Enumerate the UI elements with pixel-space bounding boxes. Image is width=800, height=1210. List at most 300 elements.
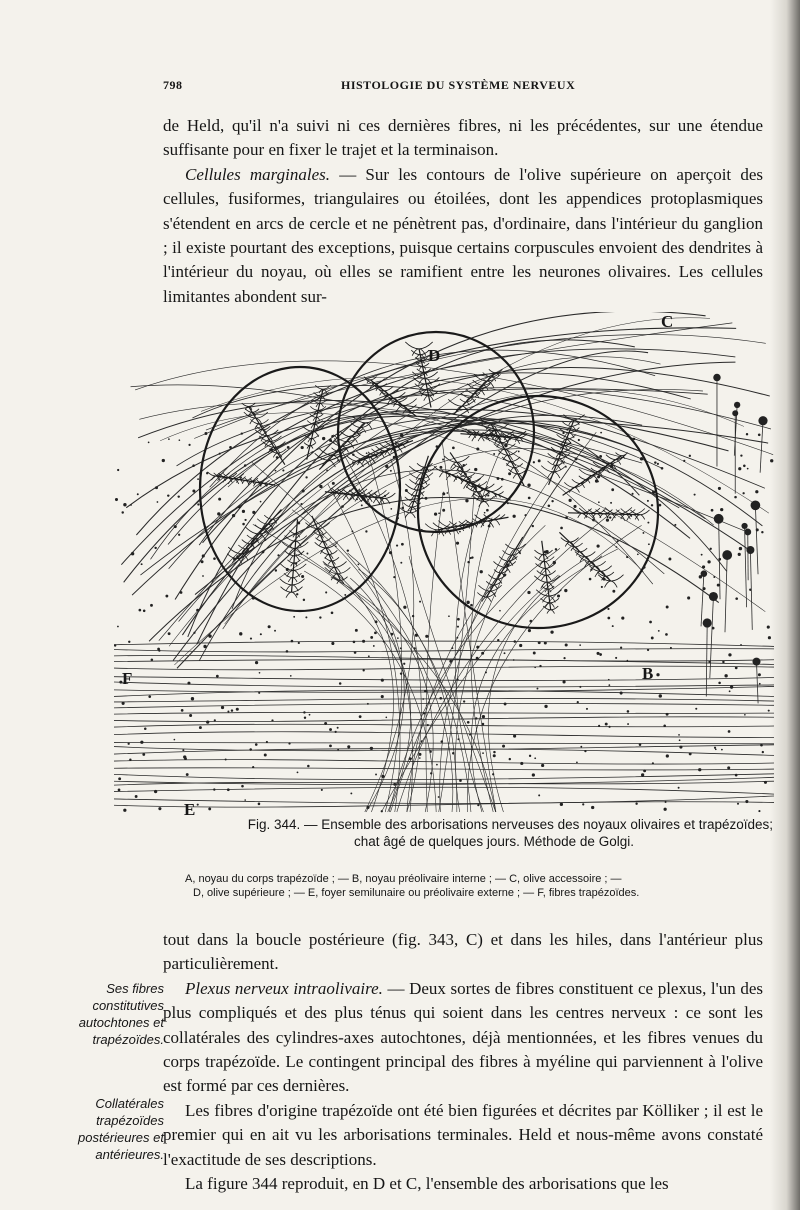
nucleus-dot [606, 519, 609, 522]
nucleus-dot [258, 692, 260, 694]
nucleus-dot [573, 505, 576, 508]
nucleus-dot [457, 738, 459, 740]
nucleus-dot [609, 516, 611, 518]
nucleus-dot [699, 575, 702, 578]
nucleus-dot [486, 509, 489, 512]
nucleus-dot [557, 594, 560, 597]
figure-344-illustration [114, 312, 774, 820]
nucleus-dot [370, 636, 373, 639]
nucleus-dot [264, 753, 267, 756]
nucleus-dot [666, 713, 669, 716]
neuron-body [709, 592, 718, 601]
nucleus-dot [482, 715, 485, 718]
nucleus-dot [296, 593, 298, 595]
nucleus-dot [718, 487, 721, 490]
nucleus-dot [137, 493, 139, 495]
trapezoid-fiber [114, 641, 774, 646]
figure-label-f: F [122, 669, 133, 688]
trapezoid-fiber [114, 742, 774, 744]
nucleus-dot [419, 753, 422, 756]
nucleus-dot [603, 578, 606, 581]
nucleus-dot [475, 717, 477, 719]
nucleus-dot [167, 494, 169, 496]
nucleus-dot [548, 504, 551, 507]
nucleus-dot [457, 618, 460, 621]
page-number: 798 [163, 78, 183, 92]
nucleus-dot [178, 534, 180, 536]
nucleus-dot [746, 433, 748, 435]
nucleus-dot [201, 560, 204, 563]
nucleus-dot [576, 761, 578, 763]
nucleus-dot [196, 609, 199, 612]
nucleus-dot [504, 703, 507, 706]
nucleus-dot [553, 561, 556, 564]
nucleus-dot [599, 653, 602, 656]
nucleus-dot [555, 548, 557, 550]
nucleus-dot [393, 576, 395, 578]
nucleus-dot [470, 604, 473, 607]
nucleus-dot [337, 459, 339, 461]
neuron-body [752, 658, 760, 666]
nucleus-dot [728, 653, 731, 656]
nucleus-dot [712, 627, 715, 630]
nucleus-dot [216, 675, 219, 678]
nucleus-dot [244, 464, 247, 467]
caption-line: chat âgé de quelques jours. Méthode de Golgi. [354, 834, 634, 849]
arc-fiber [159, 357, 661, 641]
nucleus-dot [612, 590, 615, 593]
trapezoid-fiber [114, 732, 774, 738]
nucleus-dot [683, 460, 685, 462]
nucleus-dot [770, 459, 773, 462]
nucleus-dot [538, 641, 541, 644]
figure-caption [175, 816, 773, 850]
trapezoid-fiber [114, 649, 774, 652]
nucleus-dot [352, 461, 354, 463]
nucleus-dot [277, 554, 279, 556]
nucleus-dot [395, 443, 397, 445]
nucleus-dot [186, 773, 189, 776]
nucleus-dot [635, 803, 637, 805]
nucleus-dot [236, 555, 238, 557]
nucleus-dot [615, 657, 617, 659]
bottom-text-block [163, 928, 763, 1196]
neuron-process [755, 505, 758, 574]
nucleus-dot [727, 766, 730, 769]
nucleus-dot [489, 433, 492, 436]
nucleus-dot [497, 639, 499, 641]
nucleus-dot [183, 755, 186, 758]
trapezoid-fiber [114, 745, 774, 751]
nucleus-dot [452, 752, 455, 755]
nucleus-dot [206, 472, 208, 474]
nucleus-dot [643, 769, 646, 772]
neuron-body [713, 374, 720, 381]
nucleus-dot [400, 434, 403, 437]
page-edge-shadow [770, 0, 800, 1210]
paragraph-cellules-marginales [163, 163, 763, 309]
neuron-process [760, 421, 763, 473]
nucleus-dot [144, 727, 147, 730]
nucleus-dot [180, 591, 183, 594]
nucleus-dot [353, 641, 356, 644]
nucleus-dot [347, 549, 349, 551]
nucleus-dot [343, 493, 345, 495]
nucleus-dot [649, 621, 652, 624]
nucleus-dot [749, 589, 751, 591]
nucleus-dot [197, 478, 199, 480]
nucleus-dot [420, 529, 423, 532]
arborisation-tuft [409, 479, 429, 489]
nucleus-dot [722, 661, 724, 663]
nucleus-dot [756, 528, 759, 531]
nucleus-dot [441, 740, 443, 742]
nucleus-dot [206, 721, 209, 724]
nucleus-dot [541, 764, 544, 767]
nucleus-dot [702, 565, 705, 568]
nucleus-dot [366, 452, 368, 454]
nucleus-dot [717, 584, 720, 587]
nucleus-dot [689, 752, 692, 755]
nucleus-dot [497, 477, 500, 480]
nucleus-dot [202, 554, 205, 557]
nucleus-dot [390, 470, 392, 472]
nucleus-dot [238, 506, 241, 509]
nucleus-dot [375, 620, 378, 623]
nucleus-dot [123, 503, 126, 506]
nucleus-dot [592, 519, 595, 522]
nucleus-dot [335, 731, 337, 733]
nucleus-dot [519, 552, 521, 554]
nucleus-dot [412, 615, 414, 617]
arborisation-tuft [321, 550, 338, 558]
nucleus-dot [538, 794, 540, 796]
nucleus-dot [597, 545, 600, 548]
converging-fiber [455, 453, 499, 812]
neuron-body [703, 618, 712, 627]
nucleus-dot [365, 530, 367, 532]
nucleus-dot [560, 803, 563, 806]
nucleus-dot [359, 715, 362, 718]
nucleus-dot [162, 459, 165, 462]
nucleus-dot [637, 553, 639, 555]
nucleus-dot [368, 655, 370, 657]
nucleus-dot [304, 717, 306, 719]
nucleus-dot [658, 630, 660, 632]
nucleus-dot [612, 625, 614, 627]
nucleus-dot [321, 789, 323, 791]
nucleus-dot [492, 773, 494, 775]
nucleus-dot [142, 753, 145, 756]
nucleus-dot [718, 682, 721, 685]
nucleus-dot [329, 745, 332, 748]
nucleus-dot [579, 686, 581, 688]
nucleus-dot [306, 553, 308, 555]
running-title: HISTOLOGIE DU SYSTÈME NERVEUX [341, 78, 576, 92]
arborisation-tuft [316, 538, 332, 546]
nucleus-dot [533, 461, 535, 463]
nucleus-dot [193, 632, 195, 634]
nucleus-dot [598, 725, 600, 727]
nucleus-dot [319, 485, 322, 488]
neuron-body [722, 550, 732, 560]
nucleus-dot [674, 524, 676, 526]
nucleus-dot [295, 563, 297, 565]
nucleus-dot [187, 682, 190, 685]
nucleus-dot [713, 576, 715, 578]
nucleus-dot [168, 632, 171, 635]
nucleus-dot [229, 446, 232, 449]
nucleus-dot [434, 513, 437, 516]
nucleus-dot [397, 637, 399, 639]
nucleus-dot [465, 499, 468, 502]
nucleus-dot [309, 714, 311, 716]
nucleus-dot [130, 504, 132, 506]
nucleus-dot [331, 435, 334, 438]
neuron-process [710, 597, 714, 678]
nucleus-dot [687, 596, 690, 599]
nucleus-dot [438, 512, 440, 514]
nucleus-dot [539, 665, 541, 667]
nucleus-dot [679, 739, 681, 741]
nucleus-dot [508, 472, 511, 475]
nucleus-dot [219, 453, 221, 455]
nucleus-dot [117, 469, 119, 471]
nucleus-dot [513, 735, 516, 738]
arc-fiber [228, 414, 653, 584]
nucleus-dot [627, 710, 630, 713]
nucleus-dot [424, 690, 427, 693]
nucleus-dot [128, 641, 130, 643]
nucleus-dot [647, 500, 649, 502]
top-text-block [163, 114, 763, 309]
nucleus-dot [370, 747, 373, 750]
paragraph: Les fibres d'origine trapézoïde ont été bien figurées et décrites par Kölliker ; il est le premier qui en ait vu les arborisations terminales. Held et nous-même avons constaté l'exactitude de ses descriptions. [163, 1100, 763, 1169]
nucleus-dot [627, 723, 629, 725]
nucleus-dot [409, 757, 412, 760]
nucleus-dot [199, 726, 202, 729]
nucleus-dot [616, 546, 618, 548]
nucleus-dot [482, 723, 485, 726]
trapezoid-fiber [114, 760, 774, 764]
nucleus-dot [221, 706, 224, 709]
arc-fiber [188, 367, 770, 636]
nucleus-dot [502, 745, 505, 748]
nucleus-dot [485, 671, 487, 673]
nucleus-dot [179, 439, 181, 441]
nucleus-dot [252, 596, 255, 599]
arborisation-tuft [598, 575, 623, 588]
nucleus-dot [393, 783, 396, 786]
trapezoid-fiber [114, 768, 774, 770]
nucleus-dot [141, 563, 143, 565]
nucleus-dot [599, 455, 602, 458]
nucleus-dot [301, 575, 304, 578]
nucleus-dot [640, 457, 643, 460]
nucleus-dot [721, 749, 723, 751]
nucleus-dot [448, 615, 450, 617]
nucleus-dot [350, 792, 352, 794]
nucleus-dot [701, 554, 703, 556]
nucleus-dot [442, 492, 445, 495]
nucleus-dot [301, 446, 304, 449]
nucleus-dot [755, 506, 757, 508]
nucleus-dot [527, 484, 530, 487]
nucleus-dot [462, 464, 465, 467]
nucleus-dot [626, 556, 628, 558]
nucleus-dot [529, 620, 532, 623]
nucleus-dot [233, 557, 236, 560]
nucleus-dot [759, 683, 761, 685]
nucleus-dot [589, 578, 592, 581]
arc-fiber [169, 417, 663, 568]
nucleus-dot [386, 717, 388, 719]
nucleus-dot [214, 719, 216, 721]
nucleus-dot [643, 532, 645, 534]
nucleus-dot [121, 511, 123, 513]
nucleus-dot [381, 775, 384, 778]
nucleus-dot [274, 630, 276, 632]
nucleus-dot [652, 491, 655, 494]
neuron-process [745, 526, 747, 607]
nucleus-dot [332, 482, 335, 485]
nucleus-dot [768, 636, 771, 639]
arborisation-tuft [493, 561, 515, 572]
nucleus-dot [659, 694, 662, 697]
nucleus-dot [140, 741, 143, 744]
nucleus-dot [730, 686, 733, 689]
nucleus-dot [758, 433, 761, 436]
nucleus-dot [381, 679, 384, 682]
nucleus-dot [218, 498, 221, 501]
arc-fiber [192, 385, 764, 488]
nucleus-dot [469, 733, 471, 735]
nucleus-dot [720, 508, 723, 511]
converging-fiber [328, 484, 400, 812]
nucleus-dot [177, 495, 179, 497]
nucleus-dot [339, 682, 342, 685]
nucleus-dot [154, 790, 157, 793]
nucleus-dot [227, 710, 229, 712]
trapezoid-fiber [114, 682, 774, 687]
paragraph-body: — Deux sortes de fibres constituent ce plexus, l'un des plus compliqués et des plus ténus qui soient dans les centres nerveux : ce sont les collatérales des cylindres-axes autochtones, déjà mentionnées, et les fibres venues du corps trapézoïde. Le contingent principal des fibres à myéline qui parviennent à l'olive est formé par ces dernières. [163, 978, 763, 1096]
nucleus-dot [664, 801, 666, 803]
nucleus-dot [363, 669, 365, 671]
nucleus-dot [439, 697, 442, 700]
nucleus-dot [325, 591, 327, 593]
nucleus-dot [493, 751, 495, 753]
nucleus-dot [711, 509, 714, 512]
nucleus-dot [252, 766, 254, 768]
nucleus-dot [188, 444, 190, 446]
nucleus-dot [742, 492, 744, 494]
nucleus-dot [563, 657, 565, 659]
nucleus-dot [601, 586, 603, 588]
nucleus-dot [148, 442, 150, 444]
nucleus-dot [504, 444, 507, 447]
nucleus-dot [155, 486, 158, 489]
nucleus-dot [452, 446, 455, 449]
arborisation-tuft [502, 457, 520, 466]
nucleus-dot [718, 558, 721, 561]
arc-fiber [135, 361, 773, 455]
arborisation-tuft [579, 476, 594, 483]
nucleus-dot [679, 746, 682, 749]
neuron-body [744, 529, 751, 536]
margin-note: Ses fibres constitutives autochtones et trapézoïdes. [78, 981, 164, 1047]
nucleus-dot [150, 604, 153, 607]
nucleus-dot [255, 743, 258, 746]
nucleus-dot [735, 774, 738, 777]
nucleus-dot [564, 589, 567, 592]
running-head [163, 78, 763, 98]
nucleus-dot [405, 489, 408, 492]
nucleus-dot [647, 649, 649, 651]
nucleus-dot [559, 453, 561, 455]
nucleus-dot [275, 569, 277, 571]
nucleus-dot [305, 616, 307, 618]
neuron-process [701, 574, 704, 627]
trapezoid-fiber [114, 796, 774, 803]
nucleus-dot [232, 514, 235, 517]
nucleus-dot [157, 501, 159, 503]
paragraph: tout dans la boucle postérieure (fig. 343, C) et dans les hiles, dans l'antérieur plus particulièrement. [163, 930, 763, 974]
nucleus-dot [403, 663, 405, 665]
nucleus-dot [487, 494, 489, 496]
nucleus-dot [597, 652, 600, 655]
nucleus-dot [449, 660, 452, 663]
nucleus-dot [493, 453, 495, 455]
nucleus-dot [302, 489, 305, 492]
nucleus-dot [657, 463, 659, 465]
neuron-body [714, 514, 724, 524]
nucleus-dot [266, 485, 268, 487]
nucleus-dot [419, 757, 421, 759]
nucleus-dot [266, 741, 268, 743]
nucleus-dot [241, 785, 244, 788]
nucleus-dot [466, 601, 469, 604]
figure-label-e: E [184, 800, 196, 819]
section-heading: Plexus nerveux intraolivaire. [185, 978, 383, 998]
nucleus-dot [241, 432, 243, 434]
nucleus-dot [288, 742, 290, 744]
nucleus-dot [630, 515, 632, 517]
nucleus-dot [271, 719, 273, 721]
nucleus-dot [668, 558, 671, 561]
nucleus-dot [747, 468, 749, 470]
nucleus-dot [529, 755, 531, 757]
nucleus-dot [143, 610, 146, 613]
nucleus-dot [366, 806, 369, 809]
nucleus-dot [374, 631, 377, 634]
nucleus-dot [324, 722, 327, 725]
nucleus-dot [768, 710, 770, 712]
neuron-body [751, 500, 761, 510]
nucleus-dot [617, 540, 619, 542]
nucleus-dot [154, 547, 156, 549]
trapezoid-fiber [114, 717, 774, 722]
nucleus-dot [242, 510, 245, 513]
nucleus-dot [620, 647, 622, 649]
nucleus-dot [652, 762, 654, 764]
nucleus-dot [479, 522, 481, 524]
nucleus-dot [760, 744, 763, 747]
nucleus-dot [239, 632, 242, 635]
nucleus-dot [729, 690, 731, 692]
nucleus-dot [648, 543, 650, 545]
nucleus-dot [565, 516, 568, 519]
nucleus-dot [367, 703, 369, 705]
